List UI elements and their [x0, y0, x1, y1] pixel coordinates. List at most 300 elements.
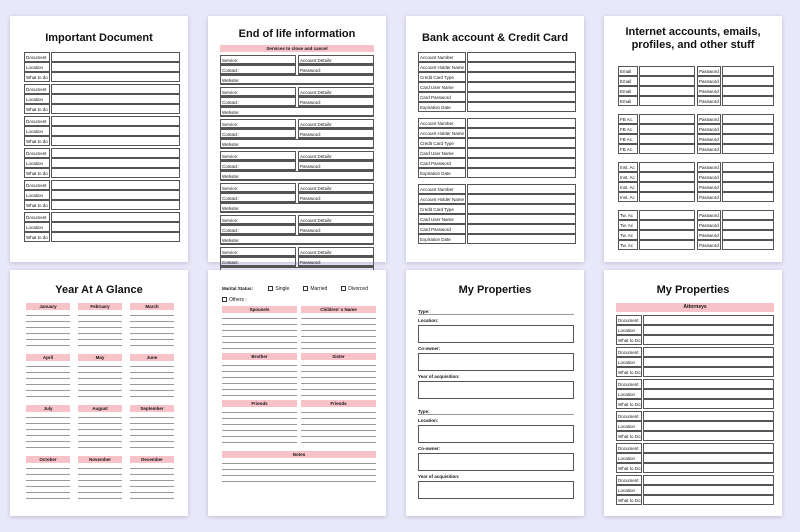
- month-label: May: [78, 354, 122, 361]
- form-field: [618, 144, 695, 154]
- field-input[interactable]: [467, 72, 576, 82]
- field-group: [220, 119, 374, 149]
- field-label: Email: [618, 76, 638, 86]
- checkbox[interactable]: [303, 286, 308, 291]
- field-label: Location: [24, 62, 50, 72]
- form-field: [24, 200, 180, 210]
- write-line[interactable]: [78, 391, 122, 397]
- field-label: What to Do: [616, 335, 642, 345]
- field-input[interactable]: [722, 210, 774, 220]
- field-label: Tw. Ac: [618, 230, 638, 240]
- property-label: Type:: [418, 409, 430, 414]
- field-input[interactable]: [51, 126, 180, 136]
- field-label: Password:: [299, 98, 373, 106]
- field-input[interactable]: [643, 421, 774, 431]
- form-field: [697, 172, 774, 182]
- field-label: Document: [24, 212, 50, 222]
- field-input[interactable]: [722, 114, 774, 124]
- field-label: Password: [697, 96, 721, 106]
- field-input[interactable]: [51, 190, 180, 200]
- write-line[interactable]: [130, 340, 174, 346]
- property-input[interactable]: [418, 481, 574, 499]
- form-field: [616, 421, 774, 431]
- property-label: Year of acquisition:: [418, 474, 460, 479]
- write-line[interactable]: [78, 493, 122, 499]
- month-block: [130, 303, 174, 346]
- checkbox[interactable]: [268, 286, 273, 291]
- field-input[interactable]: [639, 172, 695, 182]
- write-line[interactable]: [26, 442, 70, 448]
- field-input[interactable]: [639, 192, 695, 202]
- field-label: Contact:: [221, 258, 295, 266]
- field-input[interactable]: [467, 184, 576, 194]
- form-field: [616, 411, 774, 421]
- field-group: [24, 180, 180, 210]
- field-group: [616, 315, 774, 345]
- field-input[interactable]: [51, 116, 180, 126]
- form-field: [418, 234, 576, 244]
- field-label: Account Holder Name: [418, 194, 466, 204]
- form-field: [220, 235, 374, 245]
- property-input[interactable]: [418, 314, 574, 315]
- field-label: Expiration Date: [418, 168, 466, 178]
- write-line[interactable]: [130, 391, 174, 397]
- field-input[interactable]: [639, 182, 695, 192]
- form-field: [418, 62, 576, 72]
- field-label: Document: [616, 411, 642, 421]
- field-label: Account Details:: [299, 88, 373, 96]
- field-group: [616, 379, 774, 409]
- page-title: Internet accounts, emails, profiles, and other stuff: [625, 26, 761, 51]
- form-field: [220, 161, 296, 171]
- form-field: [618, 172, 695, 182]
- form-field: [220, 139, 374, 149]
- field-label: Password:: [299, 258, 373, 266]
- form-field: [618, 162, 695, 172]
- field-input[interactable]: [643, 325, 774, 335]
- month-block: [78, 405, 122, 448]
- field-label: What to do: [24, 72, 50, 82]
- field-input[interactable]: [722, 162, 774, 172]
- field-label: Card User Name: [418, 214, 466, 224]
- write-line[interactable]: [222, 437, 297, 443]
- form-field: [298, 161, 374, 171]
- form-field: [618, 96, 695, 106]
- field-input[interactable]: [639, 230, 695, 240]
- field-label: Password:: [299, 162, 373, 170]
- field-input[interactable]: [467, 102, 576, 112]
- field-input[interactable]: [639, 114, 695, 124]
- field-group: [24, 84, 180, 114]
- field-label: Service:: [221, 88, 295, 96]
- field-input[interactable]: [51, 200, 180, 210]
- form-field: [697, 230, 774, 240]
- field-input[interactable]: [643, 453, 774, 463]
- field-input[interactable]: [722, 172, 774, 182]
- field-label: Password:: [299, 66, 373, 74]
- field-input[interactable]: [722, 86, 774, 96]
- write-line[interactable]: [78, 442, 122, 448]
- field-input[interactable]: [467, 168, 576, 178]
- form-field: [298, 87, 374, 97]
- field-input[interactable]: [643, 315, 774, 325]
- field-input[interactable]: [51, 62, 180, 72]
- write-line[interactable]: [222, 343, 297, 349]
- property-label: Year of acquisition:: [418, 374, 460, 379]
- form-field: [24, 126, 180, 136]
- form-field: [418, 138, 576, 148]
- field-input[interactable]: [722, 124, 774, 134]
- page-year-at-a-glance: [10, 270, 188, 516]
- checkbox[interactable]: [341, 286, 346, 291]
- field-input[interactable]: [639, 210, 695, 220]
- field-input[interactable]: [639, 86, 695, 96]
- field-label: Password: [697, 134, 721, 144]
- option-label: Married: [310, 286, 328, 292]
- field-input[interactable]: [467, 214, 576, 224]
- field-label: What to Do: [616, 367, 642, 377]
- others-checkbox[interactable]: [222, 297, 227, 302]
- field-input[interactable]: [51, 158, 180, 168]
- page-title: My Properties: [656, 284, 730, 296]
- field-group: [418, 118, 576, 178]
- field-label: Password: [697, 66, 721, 76]
- month-label: April: [26, 354, 70, 361]
- field-label: Password: [697, 76, 721, 86]
- field-label: Password: [697, 192, 721, 202]
- field-input[interactable]: [639, 144, 695, 154]
- field-input[interactable]: [722, 144, 774, 154]
- field-input[interactable]: [722, 220, 774, 230]
- form-field: [418, 82, 576, 92]
- form-field: [418, 72, 576, 82]
- field-label: Document: [24, 84, 50, 94]
- property-input[interactable]: [418, 414, 574, 415]
- field-label: Inst. Ac: [618, 182, 638, 192]
- field-label: Tw. Ac: [618, 210, 638, 220]
- field-group: [220, 183, 374, 213]
- field-input[interactable]: [51, 232, 180, 242]
- field-label: Document: [24, 148, 50, 158]
- field-label: Document: [616, 379, 642, 389]
- field-label: Password: [697, 144, 721, 154]
- field-input[interactable]: [722, 182, 774, 192]
- field-input[interactable]: [467, 138, 576, 148]
- field-input[interactable]: [51, 52, 180, 62]
- write-line[interactable]: [26, 493, 70, 499]
- form-field: [697, 240, 774, 250]
- field-label: Document: [616, 315, 642, 325]
- field-input[interactable]: [722, 134, 774, 144]
- field-group: [220, 151, 374, 181]
- month-block: [130, 456, 174, 499]
- field-input[interactable]: [467, 128, 576, 138]
- field-input[interactable]: [639, 96, 695, 106]
- field-label: Credit Card Type: [418, 204, 466, 214]
- form-field: [418, 128, 576, 138]
- field-input[interactable]: [51, 148, 180, 158]
- notes-line[interactable]: [222, 476, 376, 482]
- property-input[interactable]: [418, 325, 574, 343]
- form-field: [418, 158, 576, 168]
- form-field: [24, 190, 180, 200]
- form-field: [616, 453, 774, 463]
- month-label: July: [26, 405, 70, 412]
- field-input[interactable]: [467, 92, 576, 102]
- page-title: My Properties: [458, 284, 532, 296]
- form-field: [220, 171, 374, 181]
- page-important-document: [10, 16, 188, 262]
- form-field: [697, 162, 774, 172]
- property-label: Co-owner:: [418, 446, 441, 451]
- property-input[interactable]: [418, 425, 574, 443]
- field-input[interactable]: [467, 234, 576, 244]
- field-input[interactable]: [51, 222, 180, 232]
- field-input[interactable]: [51, 84, 180, 94]
- field-input[interactable]: [467, 194, 576, 204]
- form-field: [418, 102, 576, 112]
- field-input[interactable]: [467, 62, 576, 72]
- field-input[interactable]: [643, 347, 774, 357]
- field-input[interactable]: [643, 495, 774, 505]
- month-label: June: [130, 354, 174, 361]
- field-input[interactable]: [643, 399, 774, 409]
- field-input[interactable]: [643, 389, 774, 399]
- block-header: Sister: [301, 353, 376, 360]
- field-input[interactable]: [722, 96, 774, 106]
- write-line[interactable]: [26, 391, 70, 397]
- property-label: Location:: [418, 318, 439, 323]
- form-field: [618, 76, 695, 86]
- field-label: Credit Card Type: [418, 72, 466, 82]
- form-field: [418, 224, 576, 234]
- write-line[interactable]: [301, 343, 376, 349]
- block-header: Brother: [222, 353, 297, 360]
- field-label: Service:: [221, 56, 295, 64]
- family-block: [222, 400, 297, 443]
- field-input[interactable]: [643, 431, 774, 441]
- month-label: September: [130, 405, 174, 412]
- others-label: Others :: [229, 297, 247, 303]
- field-input[interactable]: [643, 475, 774, 485]
- field-input[interactable]: [639, 76, 695, 86]
- field-input[interactable]: [467, 52, 576, 62]
- field-input[interactable]: [643, 367, 774, 377]
- field-input[interactable]: [51, 104, 180, 114]
- field-label: Expiration Date: [418, 234, 466, 244]
- form-field: [418, 204, 576, 214]
- form-field: [616, 431, 774, 441]
- field-input[interactable]: [722, 76, 774, 86]
- field-label: Card Password: [418, 158, 466, 168]
- field-input[interactable]: [51, 168, 180, 178]
- field-label: Document: [24, 180, 50, 190]
- field-input[interactable]: [643, 357, 774, 367]
- field-input[interactable]: [639, 66, 695, 76]
- field-label: Password: [697, 220, 721, 230]
- field-group: [618, 66, 774, 106]
- field-input[interactable]: [722, 192, 774, 202]
- field-label: Document: [616, 443, 642, 453]
- marital-option[interactable]: [303, 286, 327, 292]
- write-line[interactable]: [26, 340, 70, 346]
- form-field: [24, 84, 180, 94]
- field-input[interactable]: [643, 335, 774, 345]
- field-input[interactable]: [467, 224, 576, 234]
- field-input[interactable]: [467, 82, 576, 92]
- field-label: Website:: [221, 76, 373, 84]
- family-block: [301, 306, 376, 349]
- form-field: [616, 443, 774, 453]
- field-group: [220, 55, 374, 85]
- field-input[interactable]: [643, 411, 774, 421]
- form-field: [220, 215, 296, 225]
- property-input[interactable]: [418, 353, 574, 371]
- month-block: [130, 354, 174, 397]
- form-field: [697, 114, 774, 124]
- field-input[interactable]: [639, 124, 695, 134]
- form-field: [616, 325, 774, 335]
- field-label: Password:: [299, 130, 373, 138]
- form-field: [616, 463, 774, 473]
- form-field: [618, 210, 695, 220]
- block-header: Friends: [222, 400, 297, 407]
- field-label: FB Ac.: [618, 134, 638, 144]
- field-label: Card Password: [418, 92, 466, 102]
- page-title: Year At A Glance: [55, 284, 143, 296]
- form-field: [418, 52, 576, 62]
- field-input[interactable]: [467, 148, 576, 158]
- field-label: Expiration Date: [418, 102, 466, 112]
- field-label: What to do: [24, 168, 50, 178]
- field-input[interactable]: [51, 72, 180, 82]
- month-block: [26, 456, 70, 499]
- field-group: [24, 52, 180, 82]
- form-field: [616, 475, 774, 485]
- field-label: Document: [24, 116, 50, 126]
- field-input[interactable]: [643, 379, 774, 389]
- field-label: Account Number: [418, 184, 466, 194]
- field-input[interactable]: [643, 443, 774, 453]
- form-field: [697, 182, 774, 192]
- field-group: [616, 443, 774, 473]
- write-line[interactable]: [78, 340, 122, 346]
- field-input[interactable]: [722, 240, 774, 250]
- property-input[interactable]: [418, 381, 574, 399]
- field-label: Location: [616, 357, 642, 367]
- field-label: Contact:: [221, 194, 295, 202]
- page-family: [208, 270, 386, 516]
- form-field: [298, 247, 374, 257]
- field-label: Card User Name: [418, 82, 466, 92]
- field-label: Account Details:: [299, 248, 373, 256]
- family-block: [301, 353, 376, 396]
- marital-status-label: Marital Status:: [222, 286, 254, 291]
- write-line[interactable]: [301, 390, 376, 396]
- field-input[interactable]: [639, 162, 695, 172]
- form-field: [24, 158, 180, 168]
- field-label: Document: [616, 475, 642, 485]
- field-group: [418, 409, 574, 499]
- month-label: January: [26, 303, 70, 310]
- field-label: Password: [697, 162, 721, 172]
- field-label: What to Do: [616, 431, 642, 441]
- write-line[interactable]: [130, 442, 174, 448]
- field-input[interactable]: [467, 204, 576, 214]
- field-input[interactable]: [639, 220, 695, 230]
- write-line[interactable]: [130, 493, 174, 499]
- field-label: Credit Card Type: [418, 138, 466, 148]
- form-field: [220, 97, 296, 107]
- property-input[interactable]: [418, 453, 574, 471]
- page-my-properties: [406, 270, 584, 516]
- field-input[interactable]: [639, 240, 695, 250]
- form-field: [298, 129, 374, 139]
- field-label: Location: [616, 325, 642, 335]
- form-field: [298, 119, 374, 129]
- month-block: [26, 405, 70, 448]
- marital-option[interactable]: [341, 286, 368, 292]
- field-label: What to do: [24, 136, 50, 146]
- field-input[interactable]: [722, 66, 774, 76]
- field-label: Contact:: [221, 66, 295, 74]
- field-input[interactable]: [51, 94, 180, 104]
- field-label: Website:: [221, 172, 373, 180]
- marital-option[interactable]: [268, 286, 289, 292]
- family-block: [301, 400, 376, 443]
- form-field: [24, 168, 180, 178]
- field-label: FB Ac.: [618, 124, 638, 134]
- form-field: [616, 367, 774, 377]
- form-field: [220, 203, 374, 213]
- field-label: What to do: [24, 200, 50, 210]
- block-header: Friends: [301, 400, 376, 407]
- form-field: [616, 335, 774, 345]
- field-input[interactable]: [722, 230, 774, 240]
- field-label: Website:: [221, 236, 373, 244]
- form-field: [24, 94, 180, 104]
- form-field: [418, 148, 576, 158]
- field-group: [418, 52, 576, 112]
- form-field: [298, 151, 374, 161]
- form-field: [697, 134, 774, 144]
- field-input[interactable]: [467, 158, 576, 168]
- field-input[interactable]: [467, 118, 576, 128]
- field-input[interactable]: [643, 463, 774, 473]
- field-input[interactable]: [639, 134, 695, 144]
- field-label: Service:: [221, 248, 295, 256]
- field-input[interactable]: [51, 212, 180, 222]
- field-label: Location: [24, 190, 50, 200]
- field-label: Password: [697, 182, 721, 192]
- field-input[interactable]: [51, 180, 180, 190]
- field-input[interactable]: [51, 136, 180, 146]
- field-label: Password:: [299, 194, 373, 202]
- family-block: [222, 353, 297, 396]
- form-field: [220, 225, 296, 235]
- field-label: Website:: [221, 108, 373, 116]
- write-line[interactable]: [301, 437, 376, 443]
- write-line[interactable]: [222, 390, 297, 396]
- form-field: [298, 193, 374, 203]
- field-label: Email: [618, 86, 638, 96]
- field-label: Email: [618, 66, 638, 76]
- field-input[interactable]: [643, 485, 774, 495]
- form-field: [220, 87, 296, 97]
- form-field: [24, 52, 180, 62]
- form-field: [616, 379, 774, 389]
- field-label: Card User Name: [418, 148, 466, 158]
